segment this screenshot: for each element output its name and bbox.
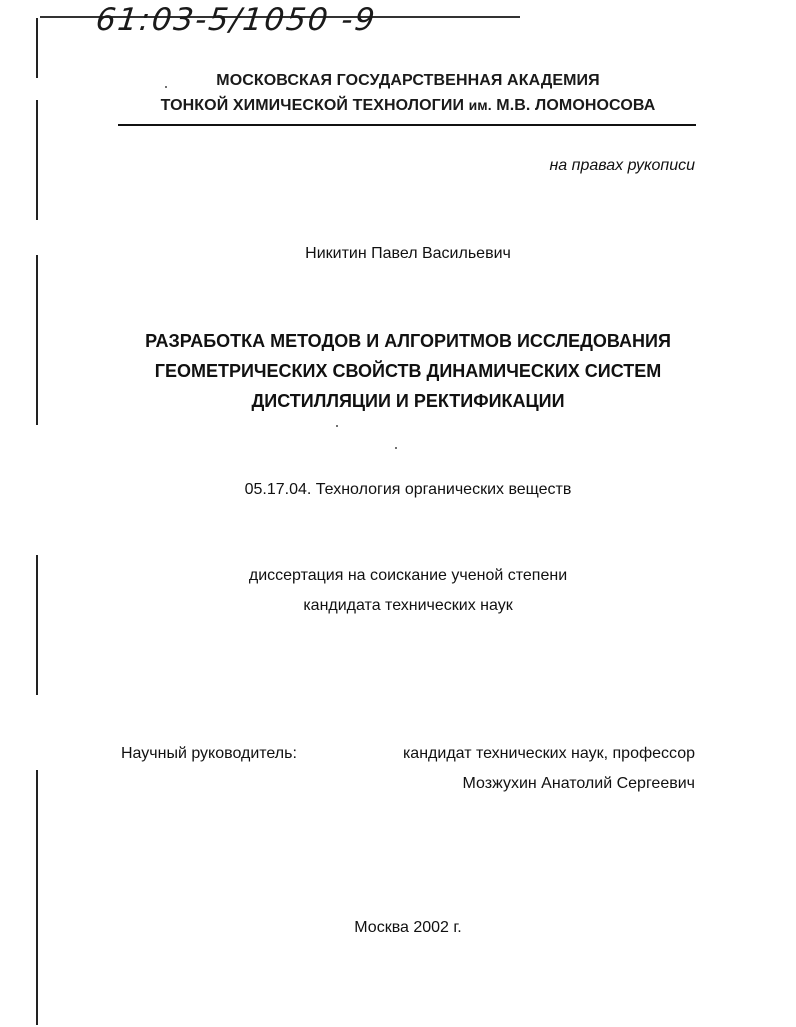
scan-edge-line bbox=[36, 18, 38, 78]
author-name: Никитин Павел Васильевич bbox=[305, 245, 511, 262]
scan-edge-line bbox=[36, 770, 38, 1025]
specialty-code: 05.17.04. Технология органических веществ bbox=[244, 481, 572, 498]
manuscript-rights-note: на правах рукописи bbox=[549, 157, 695, 174]
dissertation-title-line-2: ГЕОМЕТРИЧЕСКИХ СВОЙСТВ ДИНАМИЧЕСКИХ СИСТЕМ bbox=[154, 361, 662, 381]
supervisor-name: Мозжухин Анатолий Сергеевич bbox=[462, 775, 695, 792]
institution-name: М.В. ЛОМОНОСОВА bbox=[496, 97, 656, 114]
scan-speck bbox=[395, 447, 397, 449]
place-year: Москва 2002 г. bbox=[354, 919, 462, 936]
handwritten-registry-number: 61:03-5/1050 -9 bbox=[94, 2, 379, 38]
supervisor-title: кандидат технических наук, профессор bbox=[402, 745, 695, 762]
institution-name-prefix: им. bbox=[468, 97, 492, 113]
dissertation-title-line-1: РАЗРАБОТКА МЕТОДОВ И АЛГОРИТМОВ ИССЛЕДОВАНИЯ bbox=[145, 331, 671, 351]
scan-edge-line bbox=[36, 100, 38, 220]
header-divider bbox=[118, 124, 696, 126]
institution-line-2-main: ТОНКОЙ ХИМИЧЕСКОЙ ТЕХНОЛОГИИ bbox=[160, 97, 465, 114]
degree-line-2: кандидата технических наук bbox=[303, 597, 513, 614]
supervisor-label: Научный руководитель: bbox=[121, 745, 297, 762]
scan-speck bbox=[336, 425, 338, 427]
institution-line-1: МОСКОВСКАЯ ГОСУДАРСТВЕННАЯ АКАДЕМИЯ bbox=[216, 72, 600, 89]
dissertation-title-line-3: ДИСТИЛЛЯЦИИ И РЕКТИФИКАЦИИ bbox=[251, 391, 565, 411]
degree-line-1: диссертация на соискание ученой степени bbox=[248, 567, 568, 584]
institution-line-2 bbox=[10, 97, 796, 115]
